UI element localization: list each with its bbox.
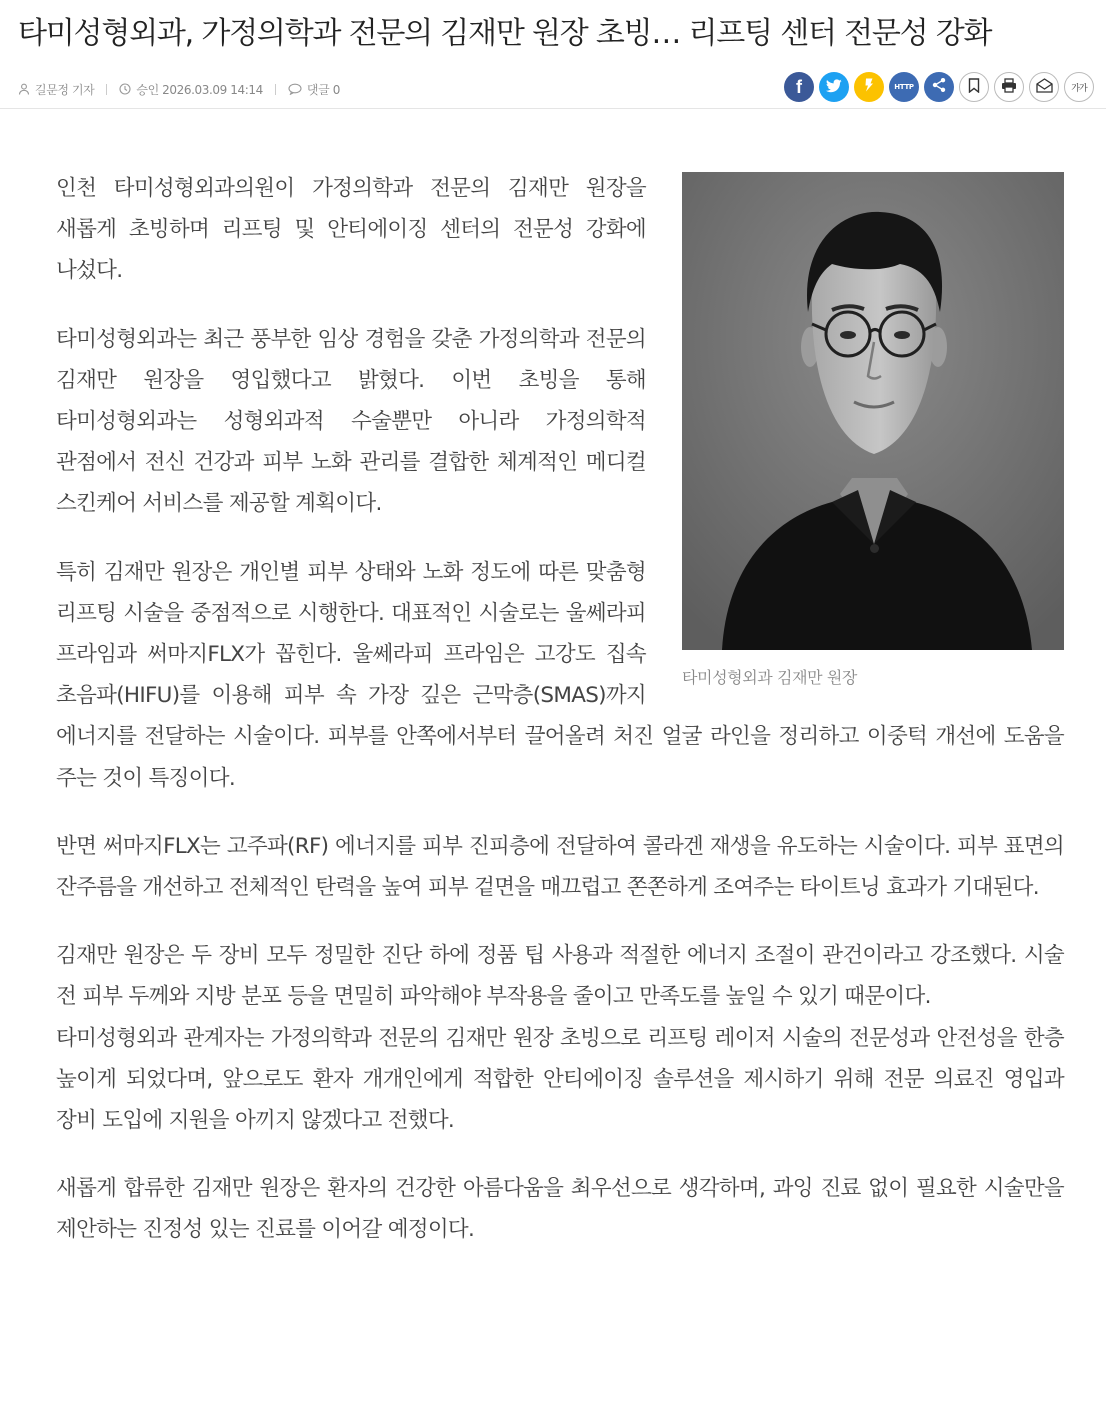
print-button[interactable] bbox=[994, 72, 1024, 102]
article-figure bbox=[682, 172, 1064, 690]
comment-info[interactable] bbox=[288, 81, 340, 98]
url-copy-button[interactable] bbox=[889, 72, 919, 102]
kakaostory-share-button[interactable] bbox=[854, 72, 884, 102]
author-info bbox=[18, 81, 94, 98]
envelope-icon bbox=[1036, 78, 1053, 97]
article-paragraph: 새롭게 합류한 김재만 원장은 환자의 건강한 아름다움을 최우선으로 생각하며, 과잉 진료 없이 필요한 시술만을 제안하는 진정성 있는 진료를 이어갈 예정이다. bbox=[56, 1176, 1064, 1243]
font-size-button[interactable] bbox=[1064, 72, 1094, 102]
article-paragraph: 인천 타미성형외과의원이 가정의학과 전문의 김재만 원장을 새롭게 초빙하며 리프팅 및 안티에이징 센터의 전문성 강화에 나섰다. bbox=[56, 176, 646, 284]
article-meta bbox=[18, 78, 340, 100]
article-paragraph: 타미성형외과 관계자는 가정의학과 전문의 김재만 원장 초빙으로 리프팅 레이저 시술의 전문성과 안전성을 한층 높이게 되었다며, 앞으로도 환자 개개인에게 적합한 안티에이징 솔루션을 제시하기 위해 전문 의료진 영입과 장비 도입에 지원을 아끼지 않겠다고 전했다. bbox=[56, 1025, 1064, 1134]
printer-icon bbox=[1001, 78, 1017, 97]
email-button[interactable] bbox=[1029, 72, 1059, 102]
bookmark-icon bbox=[968, 78, 980, 97]
share-nodes-icon bbox=[931, 77, 947, 97]
header-divider bbox=[0, 108, 1106, 109]
facebook-icon: f bbox=[796, 77, 802, 97]
speech-bubble-icon bbox=[288, 83, 302, 95]
facebook-share-button[interactable] bbox=[784, 72, 814, 102]
portrait-photo bbox=[682, 172, 1064, 650]
comment-count: 댓글 0 bbox=[306, 82, 340, 97]
author-name: 길문정 기자 bbox=[35, 82, 95, 97]
article-paragraph: 김재만 원장은 두 장비 모두 정밀한 진단 하에 정품 팁 사용과 적절한 에너지 조절이 관건이라고 강조했다. 시술 전 피부 두께와 지방 분포 등을 면밀히 파악해야 부작용을 줄이고 만족도를 높일 수 있기 때문이다. bbox=[56, 943, 1064, 1010]
photo-caption: 타미성형외과 김재만 원장 bbox=[682, 668, 857, 687]
article-body bbox=[56, 168, 1064, 1278]
twitter-bird-icon bbox=[826, 78, 842, 97]
article-headline: 타미성형외과, 가정의학과 전문의 김재만 원장 초빙… 리프팅 센터 전문성 강화 bbox=[18, 16, 992, 51]
twitter-share-button[interactable] bbox=[819, 72, 849, 102]
article-paragraph: 반면 써마지FLX는 고주파(RF) 에너지를 피부 진피층에 전달하여 콜라겐 재생을 유도하는 시술이다. 피부 표면의 잔주름을 개선하고 전체적인 탄력을 높여 피부 겉면을 매끄럽고 쫀쫀하게 조여주는 타이트닝 효과가 기대된다. bbox=[56, 833, 1064, 901]
article-paragraph: 특히 김재만 원장은 개인별 피부 상태와 노화 정도에 따른 맞춤형 리프팅 시술을 중점적으로 시행한다. 대표적인 시술로는 울쎄라피 프라임과 써마지FLX가 꼽힌다. 울쎄라피 프라임은 고강도 집속 초음파(HIFU)를 이용해 피부 속 가장 깊은 근막층(SMAS)까지 에너지를 전달하는 시술이다. 피부를 안쪽에서부터 끌어올려 처진 얼굴 라인을 정리하고 이중턱 개선에 도움을 주는 것이 특징이다. bbox=[56, 559, 1064, 791]
person-icon bbox=[18, 83, 30, 95]
approved-datetime: 승인 2026.03.09 14:14 bbox=[136, 82, 263, 97]
clock-icon bbox=[119, 83, 131, 95]
share-toolbar bbox=[784, 72, 1094, 102]
http-link-label: HTTP bbox=[894, 83, 914, 91]
meta-divider bbox=[275, 84, 276, 95]
share-button[interactable] bbox=[924, 72, 954, 102]
font-size-label: 가가 bbox=[1071, 83, 1087, 94]
meta-divider bbox=[106, 84, 107, 95]
approved-info bbox=[119, 81, 263, 98]
article-paragraph: 타미성형외과는 최근 풍부한 임상 경험을 갖춘 가정의학과 전문의 김재만 원장을 영입했다고 밝혔다. 이번 초빙을 통해 타미성형외과는 성형외과적 수술뿐만 아니라 가정의학적 관점에서 전신 건강과 피부 노화 관리를 결합한 체계적인 메디컬 스킨케어 서비스를 제공할 계획이다. bbox=[56, 326, 646, 517]
bookmark-button[interactable] bbox=[959, 72, 989, 102]
kakaostory-icon bbox=[863, 77, 875, 97]
